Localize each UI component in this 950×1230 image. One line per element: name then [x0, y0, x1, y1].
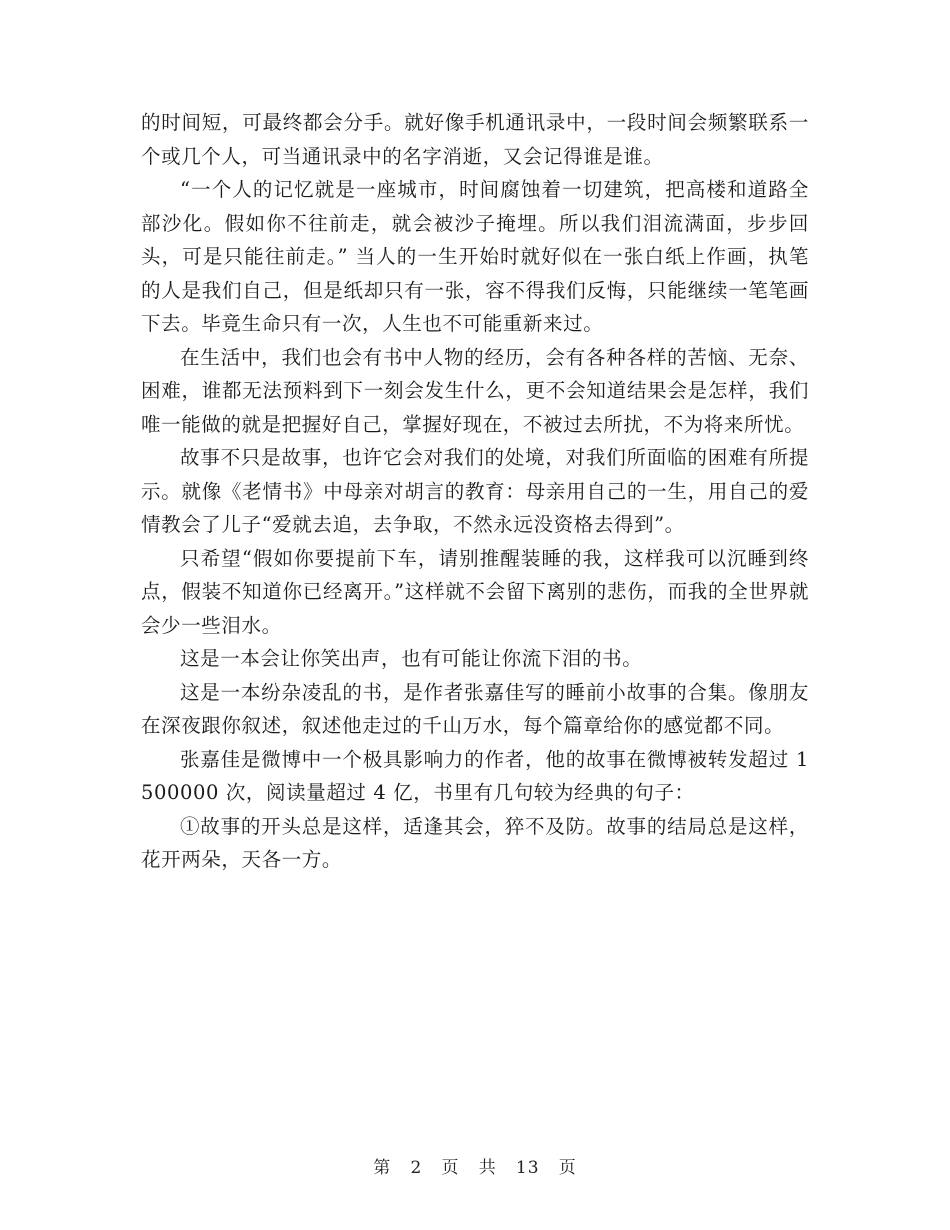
paragraph-book-collection: 这是一本纷杂凌乱的书，是作者张嘉佳写的睡前小故事的合集。像朋友在深夜跟你叙述，叙述他走过的千山万水，每个篇章给你的感觉都不同。	[141, 680, 809, 737]
paragraph-hope: 只希望“假如你要提前下车，请别推醒装睡的我，这样我可以沉睡到终点，假装不知道你已经离开。”这样就不会留下离别的悲伤，而我的全世界就会少一些泪水。	[141, 546, 809, 637]
footer-total-pages: 13	[515, 1158, 540, 1178]
paragraph-memory-city: “一个人的记忆就是一座城市，时间腐蚀着一切建筑，把高楼和道路全部沙化。假如你不往前走，就会被沙子掩埋。所以我们泪流满面，步步回头，可是只能往前走。” 当人的一生开始时就好似在一张白纸上作画，执笔的人是我们自己，但是纸却只有一张，容不得我们反悔，只能继续一笔笔画下去。毕竟生命只有一次，人生也不可能重新来过。	[141, 178, 809, 335]
page-footer	[0, 1153, 950, 1178]
paragraph-life: 在生活中，我们也会有书中人物的经历，会有各种各样的苦恼、无奈、困难，谁都无法预料到下一刻会发生什么，更不会知道结果会是怎样，我们唯一能做的就是把握好自己，掌握好现在，不被过去所扰，不为将来所忧。	[141, 345, 809, 436]
footer-suffix: 页	[558, 1158, 577, 1178]
footer-current-page: 2	[410, 1158, 423, 1178]
paragraph-continuation: 的时间短，可最终都会分手。就好像手机通讯录中，一段时间会频繁联系一个或几个人，可当通讯录中的名字消逝，又会记得谁是谁。	[141, 111, 809, 168]
footer-page-label: 页	[441, 1158, 460, 1178]
document-body	[141, 106, 809, 877]
paragraph-old-letter: 故事不只是故事，也许它会对我们的处境，对我们所面临的困难有所提示。就像《老情书》中母亲对胡言的教育：母亲用自己的一生，用自己的爱情教会了儿子“爱就去追，去争取，不然永远没资格去得到”。	[141, 446, 809, 536]
paragraph-author: 张嘉佳是微博中一个极具影响力的作者，他的故事在微博被转发超过 1500000 次，阅读量超过 4 亿，书里有几句较为经典的句子：	[141, 747, 809, 804]
paragraph-book-laugh: 这是一本会让你笑出声，也有可能让你流下泪的书。	[180, 647, 643, 670]
footer-prefix: 第	[373, 1158, 392, 1178]
footer-total-label: 共	[478, 1158, 497, 1178]
paragraph-quote-1: ①故事的开头总是这样，适逢其会，猝不及防。故事的结局总是这样，花开两朵，天各一方。	[141, 814, 809, 871]
